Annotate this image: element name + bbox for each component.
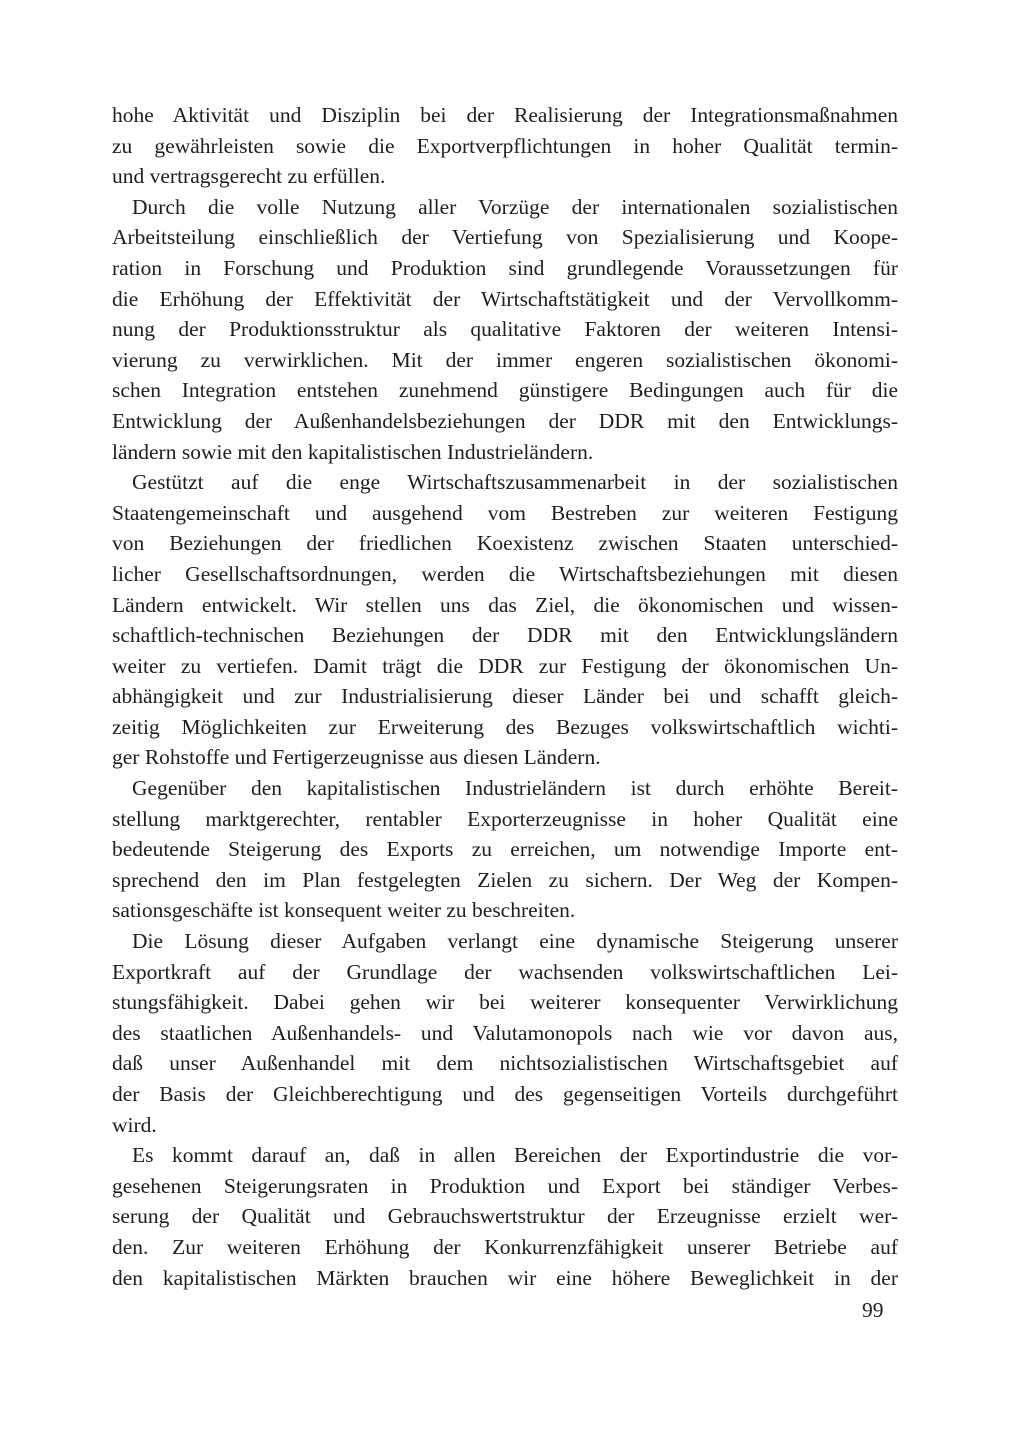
paragraph — [112, 773, 898, 926]
text-line: licher Gesellschaftsordnungen, werden die Wirtschaftsbeziehungen mit diesen — [112, 561, 898, 586]
text-line: Durch die volle Nutzung aller Vorzüge der internationalen sozialistischen — [132, 194, 898, 219]
text-line: weiter zu vertiefen. Damit trägt die DDR zur Festigung der ökonomischen Un- — [112, 653, 898, 678]
text-line: des staatlichen Außenhandels- und Valutamonopols nach wie vor davon aus, — [112, 1020, 898, 1045]
paragraph — [112, 192, 898, 467]
text-line: von Beziehungen der friedlichen Koexistenz zwischen Staaten unterschied- — [112, 531, 898, 556]
text-line: ration in Forschung und Produktion sind grundlegende Voraussetzungen für — [112, 255, 898, 280]
text-line: den kapitalistischen Märkten brauchen wir eine höhere Beweglichkeit in der — [112, 1265, 898, 1290]
text-line: die Erhöhung der Effektivität der Wirtschaftstätigkeit und der Vervollkomm- — [112, 286, 898, 311]
text-line: ger Rohstoffe und Fertigerzeugnisse aus diesen Ländern. — [112, 745, 601, 770]
paragraph — [112, 926, 898, 1140]
text-line: ländern sowie mit den kapitalistischen Industrieländern. — [112, 439, 594, 464]
text-line: Exportkraft auf der Grundlage der wachsenden volkswirtschaftlichen Lei- — [112, 959, 898, 984]
text-line: zu gewährleisten sowie die Exportverpflichtungen in hoher Qualität termin- — [112, 133, 898, 158]
text-line: Die Lösung dieser Aufgaben verlangt eine dynamische Steigerung unserer — [132, 929, 898, 954]
text-line: stellung marktgerechter, rentabler Exporterzeugnisse in hoher Qualität eine — [112, 806, 898, 831]
text-line: zeitig Möglichkeiten zur Erweiterung des Bezuges volkswirtschaftlich wichti- — [112, 714, 898, 739]
text-line: schaftlich-technischen Beziehungen der DDR mit den Entwicklungsländern — [112, 623, 898, 648]
text-line: serung der Qualität und Gebrauchswertstruktur der Erzeugnisse erzielt wer- — [112, 1204, 898, 1229]
text-line: stungsfähigkeit. Dabei gehen wir bei weiterer konsequenter Verwirklichung — [112, 990, 898, 1015]
text-line: daß unser Außenhandel mit dem nichtsozialistischen Wirtschaftsgebiet auf — [112, 1051, 898, 1076]
page-number: 99 — [862, 1298, 884, 1322]
text-line: nung der Produktionsstruktur als qualitative Faktoren der weiteren Intensi- — [112, 317, 898, 342]
text-line: hohe Aktivität und Disziplin bei der Realisierung der Integrationsmaßnahmen — [112, 103, 898, 127]
text-line: wird. — [112, 1112, 157, 1137]
text-line: Entwicklung der Außenhandelsbeziehungen der DDR mit den Entwicklungs- — [112, 408, 898, 433]
text-line: den. Zur weiteren Erhöhung der Konkurrenzfähigkeit unserer Betriebe auf — [112, 1234, 898, 1259]
text-line: der Basis der Gleichberechtigung und des gegenseitigen Vorteils durchgeführt — [112, 1082, 898, 1106]
text-line: schen Integration entstehen zunehmend günstigere Bedingungen auch für die — [112, 378, 898, 403]
text-line: bedeutende Steigerung des Exports zu erreichen, um notwendige Importe ent- — [112, 837, 898, 862]
text-line: gesehenen Steigerungsraten in Produktion und Export bei ständiger Verbes- — [112, 1173, 898, 1198]
text-line: Staatengemeinschaft und ausgehend vom Bestreben zur weiteren Festigung — [112, 500, 898, 525]
paragraph — [112, 100, 898, 192]
text-line: abhängigkeit und zur Industrialisierung dieser Länder bei und schafft gleich- — [112, 684, 898, 709]
text-line: Es kommt darauf an, daß in allen Bereichen der Exportindustrie die vor- — [132, 1143, 898, 1168]
text-line: und vertragsgerecht zu erfüllen. — [112, 164, 386, 189]
text-line: sationsgeschäfte ist konsequent weiter zu beschreiten. — [112, 898, 576, 923]
text-line: Gegenüber den kapitalistischen Industrieländern ist durch erhöhte Bereit- — [132, 776, 898, 801]
text-line: sprechend den im Plan festgelegten Zielen zu sichern. Der Weg der Kompen- — [112, 867, 898, 892]
paragraph — [112, 467, 898, 773]
text-line: Ländern entwickelt. Wir stellen uns das Ziel, die ökonomischen und wissen- — [112, 592, 898, 617]
text-line: Gestützt auf die enge Wirtschaftszusammenarbeit in der sozialistischen — [132, 470, 898, 495]
text-line: vierung zu verwirklichen. Mit der immer engeren sozialistischen ökonomi- — [112, 347, 898, 372]
text-line: Arbeitsteilung einschließlich der Vertiefung von Spezialisierung und Koope- — [112, 225, 898, 250]
paragraph — [112, 1140, 898, 1293]
page-body-text — [112, 100, 898, 1293]
